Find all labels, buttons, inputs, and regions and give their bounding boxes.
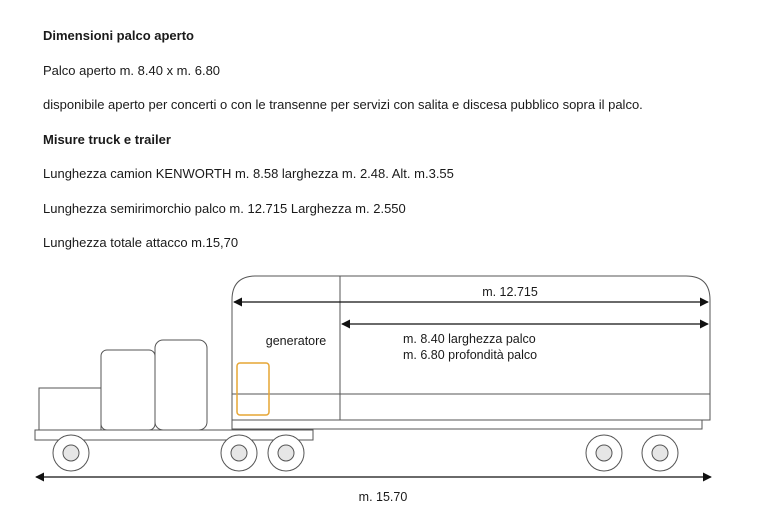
- total-length-text: Lunghezza totale attacco m.15,70: [43, 235, 239, 250]
- truck-sleeper: [155, 340, 207, 430]
- stage-heading: Dimensioni palco aperto: [43, 28, 194, 43]
- truck-cab: [101, 350, 155, 430]
- stage-width-label: m. 8.40 larghezza palco: [403, 332, 536, 346]
- trailer-length-label: m. 12.715: [482, 285, 538, 299]
- wheel: [586, 435, 622, 471]
- wheel: [53, 435, 89, 471]
- trailer-length-text: Lunghezza semirimorchio palco m. 12.715 Larghezza m. 2.550: [43, 201, 406, 216]
- stage-size-text: Palco aperto m. 8.40 x m. 6.80: [43, 63, 221, 78]
- stage-depth-label: m. 6.80 profondità palco: [403, 348, 538, 362]
- generator-label: generatore: [265, 334, 327, 348]
- wheel: [221, 435, 257, 471]
- total-length-label: m. 15.70: [358, 490, 408, 504]
- stage-usage-text: disponibile aperto per concerti o con le transenne per servizi con salita e discesa pubblico sopra il palco.: [43, 97, 643, 112]
- wheel: [268, 435, 304, 471]
- generator-box: [237, 363, 269, 415]
- vehicles-heading: Misure truck e trailer: [43, 132, 171, 147]
- trailer-chassis: [232, 420, 702, 429]
- truck-length-text: Lunghezza camion KENWORTH m. 8.58 larghezza m. 2.48. Alt. m.3.55: [43, 166, 454, 181]
- truck-hood: [39, 388, 101, 430]
- wheel: [642, 435, 678, 471]
